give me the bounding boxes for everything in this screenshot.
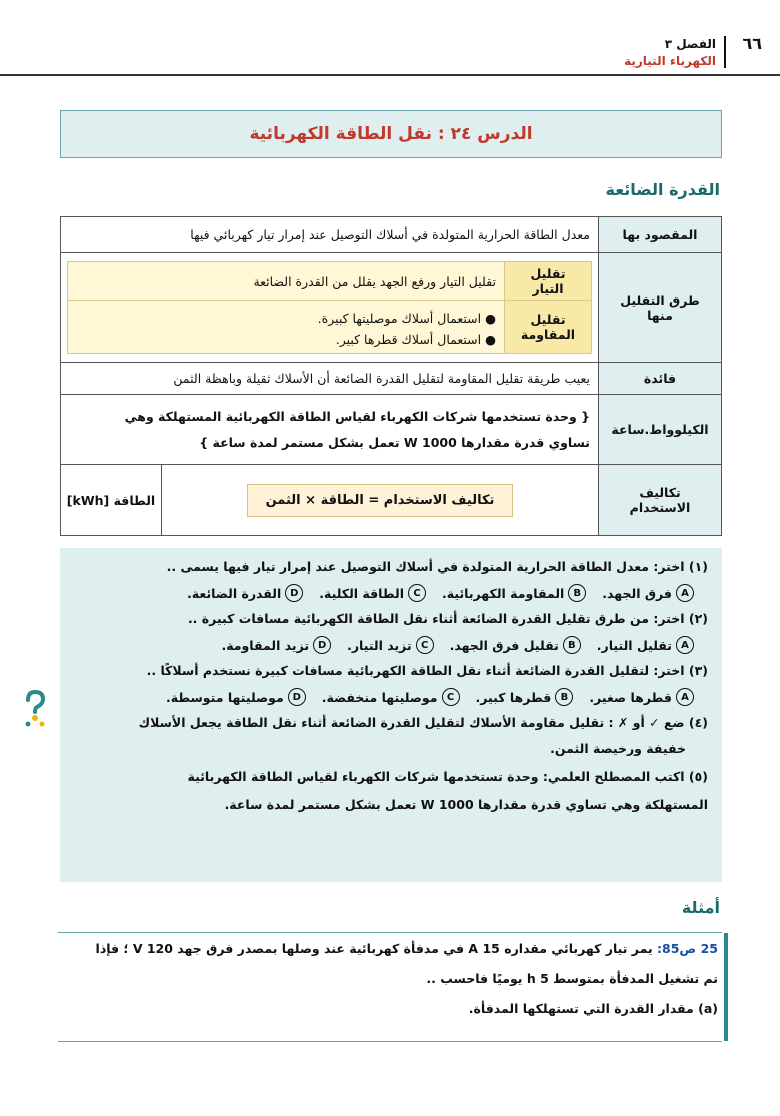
option-letter-c: C xyxy=(416,636,434,654)
row-label-reduction: طرق التقليل منها xyxy=(599,253,722,363)
list-item: ● استعمال أسلاك قطرها كبير. xyxy=(335,332,496,347)
option-b[interactable] xyxy=(476,688,574,706)
header-divider xyxy=(724,36,726,68)
option-text: فرق الجهد. xyxy=(602,585,672,601)
example-line-3: (a) مقدار القدرة التي تستهلكها المدفأة. xyxy=(468,1001,718,1016)
questions-panel xyxy=(60,548,722,882)
option-text: تقليل التيار. xyxy=(596,637,672,653)
option-c[interactable] xyxy=(319,584,426,602)
lesson-title-box xyxy=(60,110,722,158)
row-label-benefit: فائدة xyxy=(599,363,722,395)
power-loss-table xyxy=(60,216,722,536)
page-number: ٦٦ xyxy=(742,34,762,53)
energy-unit: الطاقة [kWh] xyxy=(61,465,162,535)
reduction-methods xyxy=(67,261,592,354)
row-label-kwh: الكيلوواط.ساعة xyxy=(599,395,722,465)
option-b[interactable] xyxy=(442,584,586,602)
method-resistance-item-2: استعمال أسلاك قطرها كبير. xyxy=(335,332,482,347)
cost-formula: تكاليف الاستخدام = الطاقة × الثمن xyxy=(247,484,514,517)
row-label-definition: المقصود بها xyxy=(599,217,722,253)
option-b[interactable] xyxy=(450,636,581,654)
option-letter-d: D xyxy=(313,636,331,654)
example-line-1 xyxy=(62,939,718,959)
example-text-1: يمر تيار كهربائي مقداره 15 A في مدفأة كهربائية عند وصلها بمصدر فرق جهد 120 V ؛ فإذا xyxy=(95,941,658,956)
header-rule xyxy=(0,74,780,76)
question-4-continued: خفيفة ورخيصة الثمن. xyxy=(550,741,686,756)
option-letter-b: B xyxy=(555,688,573,706)
question-5-continued: المستهلكة وهي تساوي قدرة مقدارها 1000 W تعمل بشكل مستمر لمدة ساعة. xyxy=(224,797,708,812)
option-text: القدرة الضائعة. xyxy=(187,585,282,601)
option-d[interactable] xyxy=(166,688,306,706)
option-text: تزيد التيار. xyxy=(347,637,412,653)
question-4: (٤) ضع ✓ أو ✗ : تقليل مقاومة الأسلاك لتقليل القدرة الضائعة أثناء نقل الطاقة يجعل الأسلاك xyxy=(138,715,708,730)
example-line-2: تم تشغيل المدفأة بمتوسط 5 h يوميًا فاحسب .. xyxy=(426,971,718,986)
option-text: موصليتها منخفضة. xyxy=(321,689,438,705)
option-letter-d: D xyxy=(285,584,303,602)
option-letter-d: D xyxy=(288,688,306,706)
kwh-definition-line-2: تساوي قدرة مقدارها 1000 W تعمل بشكل مستمر لمدة ساعة } xyxy=(199,434,590,450)
question-1-options xyxy=(74,584,694,602)
option-letter-a: A xyxy=(676,636,694,654)
option-a[interactable] xyxy=(597,636,694,654)
page-header xyxy=(18,34,762,74)
question-1: (١) اختر: معدل الطاقة الحرارية المتولدة في أسلاك التوصيل عند إمرار تيار فيها يسمى .. xyxy=(166,559,708,574)
section-heading-examples: أمثلة xyxy=(681,898,720,917)
method-current-text: تقليل التيار ورفع الجهد يقلل من القدرة الضائعة xyxy=(68,262,505,301)
list-item: ● استعمال أسلاك موصليتها كبيرة. xyxy=(317,311,496,326)
question-2-options xyxy=(74,636,694,654)
option-a[interactable] xyxy=(602,584,694,602)
chapter-title: الكهرباء التيارية xyxy=(624,54,716,68)
section-heading-power-loss: القدرة الضائعة xyxy=(605,180,720,199)
example-reference: 25 ص85: xyxy=(657,941,718,956)
question-mark-icon xyxy=(22,690,48,730)
question-3-options xyxy=(74,688,694,706)
option-d[interactable] xyxy=(187,584,303,602)
method-resistance-label: تقليل المقاومة xyxy=(505,301,592,354)
option-letter-c: C xyxy=(408,584,426,602)
chapter-label: الفصل ٣ xyxy=(664,37,716,51)
option-letter-a: A xyxy=(676,688,694,706)
option-text: المقاومة الكهربائية. xyxy=(442,585,565,601)
option-letter-b: B xyxy=(568,584,586,602)
example-accent-bar xyxy=(724,933,728,1041)
question-2: (٢) اختر: من طرق تقليل القدرة الضائعة أثناء نقل الطاقة الكهربائية مسافات كبيرة .. xyxy=(187,611,708,626)
question-5: (٥) اكتب المصطلح العلمي: وحدة تستخدمها شركات الكهرباء لقياس الطاقة الكهربائية xyxy=(187,769,708,784)
method-current-label: تقليل التيار xyxy=(505,262,592,301)
option-letter-a: A xyxy=(676,584,694,602)
lesson-title: الدرس ٢٤ : نقل الطاقة الكهربائية xyxy=(249,124,533,144)
option-c[interactable] xyxy=(322,688,460,706)
option-d[interactable] xyxy=(221,636,331,654)
question-3: (٣) اختر: لتقليل القدرة الضائعة أثناء نقل الطاقة الكهربائية مسافات كبيرة نستخدم أسلاكًا .. xyxy=(146,663,708,678)
option-a[interactable] xyxy=(589,688,694,706)
kwh-definition-line-1: { وحدة تستخدمها شركات الكهرباء لقياس الطاقة الكهربائية المستهلكة وهي xyxy=(124,408,590,424)
example-box xyxy=(58,932,722,1042)
method-resistance-item-1: استعمال أسلاك موصليتها كبيرة. xyxy=(317,311,482,326)
option-text: قطرها صغير. xyxy=(589,689,672,705)
option-c[interactable] xyxy=(347,636,434,654)
option-text: موصليتها متوسطة. xyxy=(166,689,284,705)
option-text: تقليل فرق الجهد. xyxy=(449,637,559,653)
option-text: تزيد المقاومة. xyxy=(221,637,310,653)
row-label-cost: تكاليف الاستخدام xyxy=(599,465,722,536)
option-letter-b: B xyxy=(563,636,581,654)
row-text-benefit: يعيب طريقة تقليل المقاومة لتقليل القدرة الضائعة أن الأسلاك ثقيلة وباهظة الثمن xyxy=(61,363,599,395)
option-text: قطرها كبير. xyxy=(475,689,552,705)
option-letter-c: C xyxy=(442,688,460,706)
row-text-definition: معدل الطاقة الحرارية المتولدة في أسلاك التوصيل عند إمرار تيار كهربائي فيها xyxy=(61,217,599,253)
option-text: الطاقة الكلية. xyxy=(319,585,405,601)
